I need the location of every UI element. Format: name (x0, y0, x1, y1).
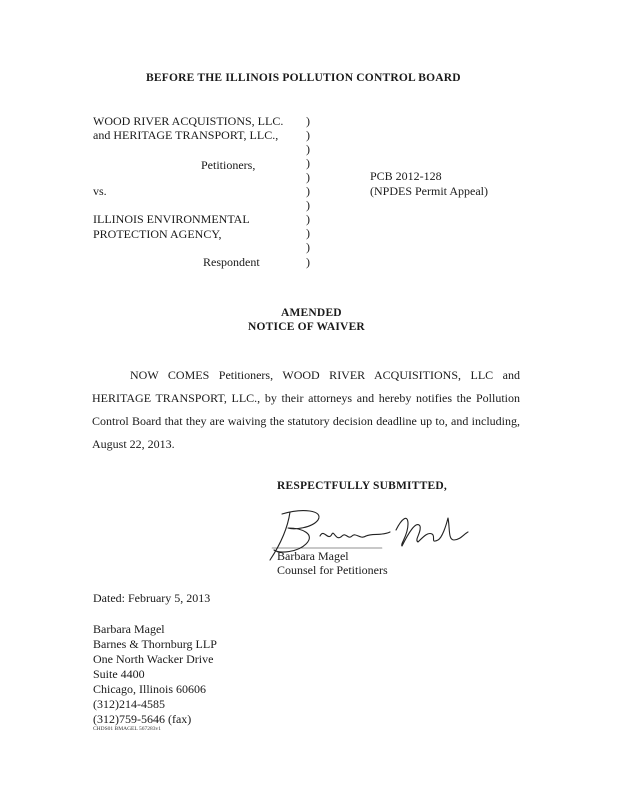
respondent-role: Respondent (203, 255, 260, 269)
dated-line: Dated: February 5, 2013 (93, 591, 211, 605)
caption-paren: ) (306, 184, 310, 198)
petitioner-name-line2: and HERITAGE TRANSPORT, LLC., (93, 128, 279, 142)
address-firm: Barnes & Thornburg LLP (93, 637, 217, 651)
petitioner-name-line1: WOOD RIVER ACQUISTIONS, LLC. (93, 114, 284, 128)
address-phone: (312)214-4585 (93, 697, 165, 711)
body-line-4: August 22, 2013. (92, 437, 175, 451)
title-notice-of-waiver: NOTICE OF WAIVER (248, 321, 365, 333)
body-line-3: Control Board that they are waiving the statutory decision deadline up to, and including, (92, 414, 520, 428)
caption-paren: ) (306, 240, 310, 254)
caption-paren: ) (306, 255, 310, 269)
signatory-title: Counsel for Petitioners (277, 563, 388, 577)
caption-paren: ) (306, 198, 310, 212)
respondent-name-line2: PROTECTION AGENCY, (93, 227, 222, 241)
case-type: (NPDES Permit Appeal) (370, 184, 488, 198)
caption-paren: ) (306, 128, 310, 142)
body-line-1: NOW COMES Petitioners, WOOD RIVER ACQUISITIONS, LLC and (130, 368, 520, 382)
versus-label: vs. (93, 184, 107, 198)
signature-stroke (396, 518, 468, 546)
caption-paren: ) (306, 226, 310, 240)
closing-respectfully-submitted: RESPECTFULLY SUBMITTED, (277, 480, 447, 492)
caption-paren: ) (306, 170, 310, 184)
caption-paren: ) (306, 142, 310, 156)
respondent-name-line1: ILLINOIS ENVIRONMENTAL (93, 212, 250, 226)
address-fax: (312)759-5646 (fax) (93, 712, 192, 726)
signatory-name: Barbara Magel (277, 549, 349, 563)
signature-stroke (320, 532, 390, 538)
caption-paren: ) (306, 212, 310, 226)
signature-stroke (274, 511, 319, 552)
caption-paren: ) (306, 156, 310, 170)
address-city: Chicago, Illinois 60606 (93, 682, 206, 696)
title-amended: AMENDED (281, 307, 342, 319)
body-line-2: HERITAGE TRANSPORT, LLC., by their attorneys and hereby notifies the Pollution (92, 391, 520, 405)
address-suite: Suite 4400 (93, 667, 145, 681)
address-street: One North Wacker Drive (93, 652, 214, 666)
petitioners-role: Petitioners, (201, 158, 256, 172)
document-id: CHDS01 BMAGEL 567283v1 (93, 726, 161, 732)
caption-paren: ) (306, 114, 310, 128)
address-name: Barbara Magel (93, 622, 165, 636)
case-number: PCB 2012-128 (370, 169, 442, 183)
board-header: BEFORE THE ILLINOIS POLLUTION CONTROL BOARD (146, 72, 461, 84)
